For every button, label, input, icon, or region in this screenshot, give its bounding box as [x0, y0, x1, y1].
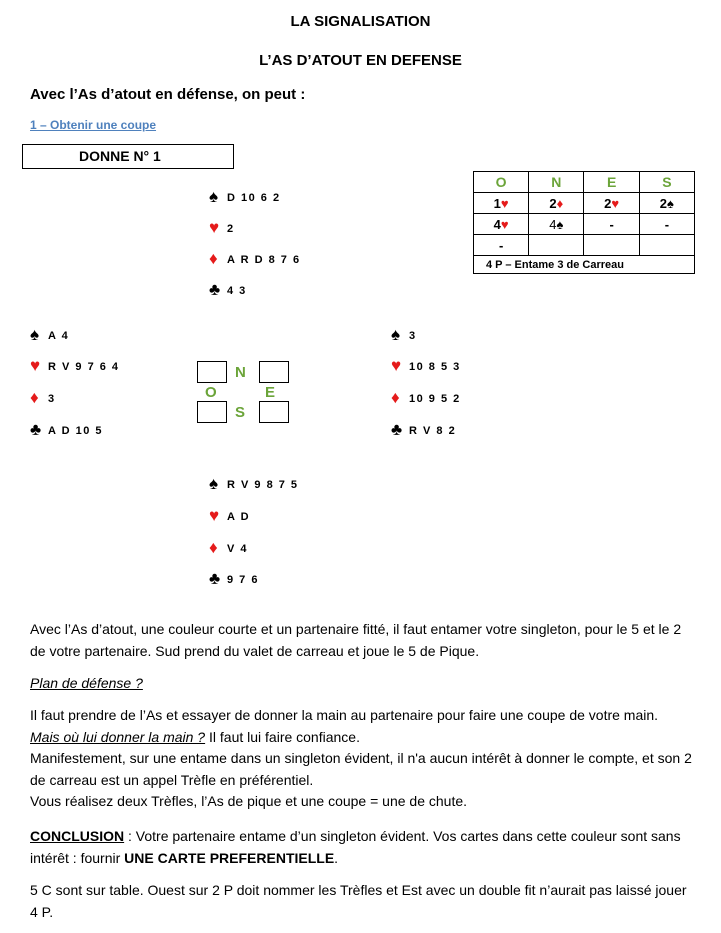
paragraph-note: 5 C sont sur table. Ouest sur 2 P doit nommer les Trèfles et Est avec un double fit n’aurait pas laissé jouer 4 P.: [30, 882, 687, 920]
conclusion-key: UNE CARTE PREFERENTIELLE: [124, 849, 335, 866]
heart-icon: ♥: [611, 195, 620, 211]
south-clubs: ♣ 9 7 6: [209, 569, 259, 589]
north-hearts: ♥ 2: [209, 218, 235, 238]
conclusion-label: CONCLUSION: [30, 828, 125, 844]
bidding-header-row: [474, 172, 695, 193]
east-hearts: ♥ 10 8 5 3: [391, 356, 461, 376]
compass-corner-se: [259, 401, 289, 423]
bid-cell: 4♥: [474, 214, 529, 235]
compass-corner-nw: [197, 361, 227, 383]
west-diamonds: ♦ 3: [30, 388, 56, 408]
bid-cell: 4♠: [529, 214, 584, 235]
bid-cell: 2♠: [639, 193, 694, 214]
heart-icon: ♥: [209, 218, 220, 238]
paragraph-conclusion: CONCLUSION : Votre partenaire entame d’un singleton évident. Vos cartes dans cette couleur sont sans intérêt : fournir UNE CARTE PREFERENTIELLE.: [30, 828, 681, 866]
compass-north-label: N: [235, 364, 246, 381]
bid-cell: -: [474, 235, 529, 256]
south-spades: ♠ R V 9 8 7 5: [209, 474, 299, 494]
east-diamonds: ♦ 10 9 5 2: [391, 388, 461, 408]
west-hearts: ♥ R V 9 7 6 4: [30, 356, 120, 376]
bidding-row: [474, 235, 695, 256]
bidding-header-west: O: [474, 172, 529, 193]
opening-lead: 4 P – Entame 3 de Carreau: [474, 256, 695, 274]
bid-cell: 1♥: [474, 193, 529, 214]
bid-cell: 2♥: [584, 193, 639, 214]
defense-plan-heading: Plan de défense ?: [30, 675, 143, 691]
compass-corner-sw: [197, 401, 227, 423]
south-diamonds: ♦ V 4: [209, 538, 249, 558]
diamond-icon: ♦: [556, 195, 564, 211]
paragraph-defense-plan: [30, 705, 695, 813]
bid-cell: [584, 235, 639, 256]
compass-corner-ne: [259, 361, 289, 383]
bid-cell: -: [639, 214, 694, 235]
defense-line-3: Manifestement, sur une entame dans un singleton évident, il n'a aucun intérêt à donner le compte, et son 2 de carreau est un appel Trèfle en préférentiel.: [30, 750, 692, 788]
spade-icon: ♠: [209, 474, 219, 494]
spade-icon: ♠: [30, 325, 40, 345]
bid-cell: [529, 235, 584, 256]
north-spades: ♠ D 10 6 2: [209, 187, 281, 207]
bidding-header-south: S: [639, 172, 694, 193]
compass-diagram: [197, 361, 289, 423]
diamond-icon: ♦: [209, 249, 218, 269]
bid-cell: 2♦: [529, 193, 584, 214]
spade-icon: ♠: [391, 325, 401, 345]
east-clubs: ♣ R V 8 2: [391, 420, 457, 440]
diamond-icon: ♦: [30, 388, 39, 408]
bid-cell: -: [584, 214, 639, 235]
north-clubs: ♣ 4 3: [209, 280, 247, 300]
heart-icon: ♥: [391, 356, 402, 376]
west-clubs: ♣ A D 10 5: [30, 420, 104, 440]
compass-east-label: E: [265, 384, 276, 401]
defense-line-4: Vous réalisez deux Trèfles, l’As de pique et une coupe = une de chute.: [30, 793, 468, 809]
bidding-row: [474, 214, 695, 235]
bidding-header-north: N: [529, 172, 584, 193]
diamond-icon: ♦: [209, 538, 218, 558]
bidding-row: [474, 193, 695, 214]
spade-icon: ♠: [209, 187, 219, 207]
heart-icon: ♥: [209, 506, 220, 526]
bidding-header-east: E: [584, 172, 639, 193]
club-icon: ♣: [209, 569, 221, 589]
page-title: LA SIGNALISATION: [290, 13, 431, 30]
diamond-icon: ♦: [391, 388, 400, 408]
south-hearts: ♥ A D: [209, 506, 251, 526]
section-heading: 1 – Obtenir une coupe: [30, 118, 157, 132]
compass-west-label: O: [205, 384, 217, 401]
defense-line-2: Mais où lui donner la main ? Il faut lui faire confiance.: [30, 728, 360, 745]
intro-heading: Avec l’As d’atout en défense, on peut :: [30, 86, 306, 103]
defense-question: Mais où lui donner la main ?: [30, 728, 206, 745]
bidding-lead-row: [474, 256, 695, 274]
heart-icon: ♥: [30, 356, 41, 376]
club-icon: ♣: [391, 420, 403, 440]
deal-number-box: [22, 144, 234, 169]
page-subtitle: L’AS D’ATOUT EN DEFENSE: [259, 52, 462, 69]
paragraph-analysis: Avec l’As d’atout, une couleur courte et un partenaire fitté, il faut entamer votre singleton, pour le 5 et le 2 de votre partenaire. Sud prend du valet de carreau et joue le 5 de Pique.: [30, 621, 682, 659]
club-icon: ♣: [209, 280, 221, 300]
bid-cell: [639, 235, 694, 256]
defense-line-1: Il faut prendre de l’As et essayer de donner la main au partenaire pour faire une coupe de votre main.: [30, 707, 659, 723]
east-spades: ♠ 3: [391, 325, 417, 345]
north-diamonds: ♦ A R D 8 7 6: [209, 249, 301, 269]
spade-icon: ♠: [667, 195, 674, 211]
spade-icon: ♠: [556, 216, 564, 232]
bidding-table: [473, 171, 695, 274]
heart-icon: ♥: [500, 216, 509, 232]
club-icon: ♣: [30, 420, 42, 440]
deal-number: DONNE N° 1: [79, 148, 161, 164]
west-spades: ♠ A 4: [30, 325, 70, 345]
heart-icon: ♥: [500, 195, 509, 211]
compass-south-label: S: [235, 404, 246, 421]
